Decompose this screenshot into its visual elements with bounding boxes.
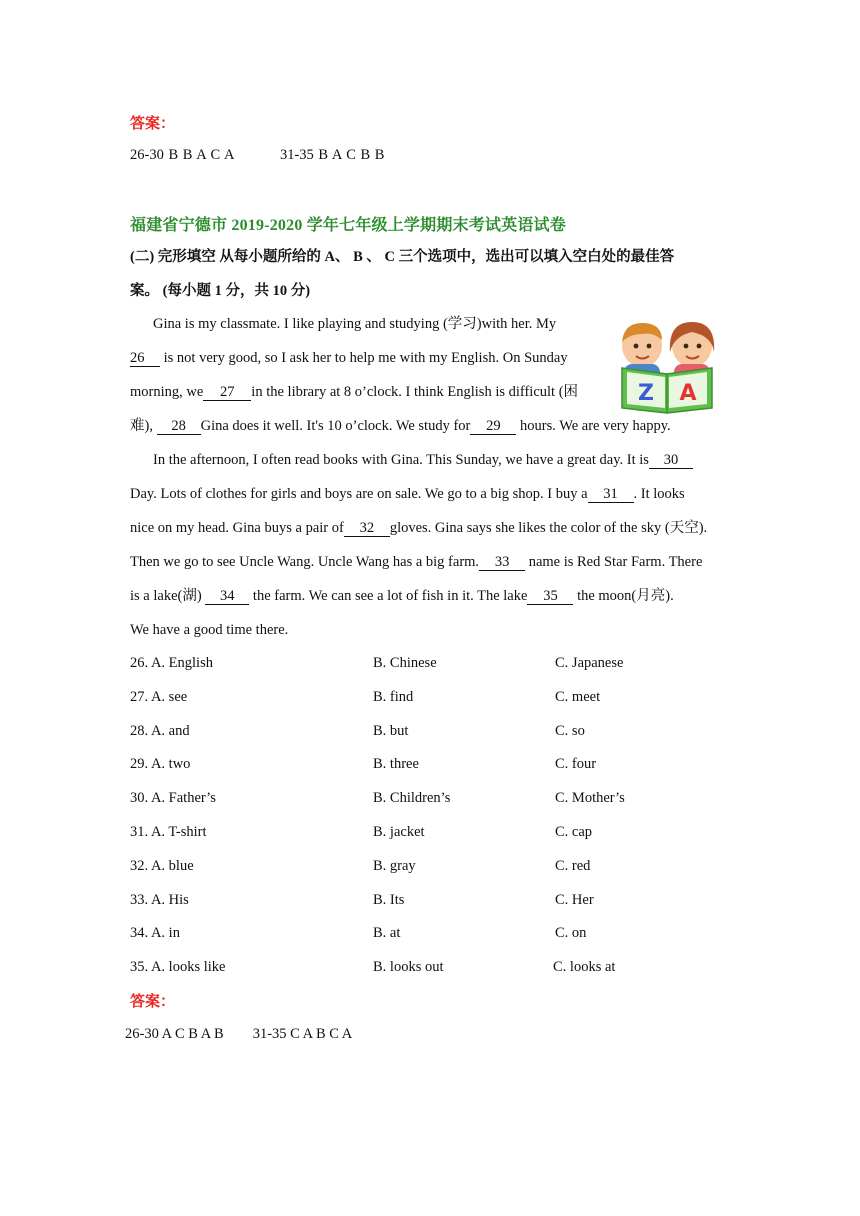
passage-text: In the afternoon, I often read books with Gina. This Sunday, we have a great day. It is (153, 452, 649, 468)
option-a: 28. A. and (130, 723, 190, 739)
blank-32: 32 (344, 520, 390, 537)
blank-28: 28 (157, 418, 201, 435)
answer-line-2: 26-30 A C B A B 31-35 C A B C A (125, 1026, 353, 1042)
passage-text: 难), (130, 418, 157, 434)
option-b: B. looks out (373, 959, 444, 975)
book-letter-z: Z (638, 381, 654, 406)
option-b: B. but (373, 723, 409, 739)
option-a: 32. A. blue (130, 858, 194, 874)
section-instruction-line2: 案。 (每小题 1 分，共 10 分) (130, 283, 311, 299)
option-a: 26. A. English (130, 655, 213, 671)
passage-line (130, 518, 707, 538)
passage-line (130, 620, 288, 640)
passage-text: nice on my head. Gina buys a pair of (130, 520, 344, 536)
option-a: 30. A. Father’s (130, 790, 216, 806)
option-b: B. Chinese (373, 655, 437, 671)
passage-text: Then we go to see Uncle Wang. Uncle Wang has a big farm. (130, 554, 480, 570)
passage-line (153, 314, 556, 334)
answer-line-1: 26-30 B B A C A 31-35 B A C B B (130, 147, 385, 163)
answer-label-1: 答案： (130, 116, 176, 132)
option-b: B. find (373, 689, 414, 705)
option-a: 27. A. see (130, 689, 188, 705)
blank-34: 34 (205, 588, 249, 605)
option-a: 29. A. two (130, 756, 191, 772)
option-c: C. Her (555, 892, 594, 908)
exam-title: 福建省宁德市 2019-2020 学年七年级上学期期末考试英语试卷 (130, 217, 566, 234)
option-a: 31. A. T-shirt (130, 824, 207, 840)
blank-31: 31 (588, 486, 634, 503)
passage-text: Gina is my classmate. I like playing and studying (学习)with her. My (153, 316, 557, 332)
option-c: C. Japanese (555, 655, 624, 671)
passage-text: Gina does it well. It's 10 o’clock. We study for (200, 418, 471, 434)
option-b: B. gray (373, 858, 416, 874)
passage-text: is a lake(湖) (130, 588, 206, 604)
passage-text: the farm. We can see a lot of fish in it. The lake (249, 588, 528, 604)
blank-30: 30 (649, 452, 693, 469)
passage-line (130, 382, 578, 402)
option-c: C. Mother’s (555, 790, 625, 806)
passage-text: is not very good, so I ask her to help me with my English. On Sunday (160, 350, 568, 366)
passage-text: Day. Lots of clothes for girls and boys are on sale. We go to a big shop. I buy a (130, 486, 588, 502)
passage-line (130, 348, 568, 368)
option-c: C. meet (555, 689, 601, 705)
passage-text: name is Red Star Farm. There (525, 554, 703, 570)
blank-27: 27 (203, 384, 251, 401)
option-a: 33. A. His (130, 892, 189, 908)
passage-line (130, 416, 671, 436)
option-c: C. cap (555, 824, 593, 840)
option-a: 35. A. looks like (130, 959, 226, 975)
passage-line (130, 552, 702, 572)
kids-reading-book-icon (612, 316, 722, 414)
passage-line (130, 484, 685, 504)
blank-33: 33 (479, 554, 525, 571)
passage-text: We have a good time there. (130, 622, 289, 638)
passage-text: . It looks (633, 486, 685, 502)
option-b: B. jacket (373, 824, 425, 840)
blank-35: 35 (527, 588, 573, 605)
book-letter-a: A (679, 381, 697, 406)
passage-text: morning, we (130, 384, 204, 400)
option-b: B. Children’s (373, 790, 451, 806)
option-c: C. on (555, 925, 587, 941)
option-a: 34. A. in (130, 925, 180, 941)
section-instruction-line1: (二) 完形填空 从每小题所给的 A、 B 、 C 三个选项中，选出可以填入空白处的最佳答 (130, 249, 675, 265)
option-c: C. red (555, 858, 591, 874)
option-b: B. Its (373, 892, 405, 908)
option-c: C. looks at (553, 959, 616, 975)
option-b: B. at (373, 925, 401, 941)
option-c: C. so (555, 723, 585, 739)
blank-26: 26 (130, 350, 160, 367)
blank-29: 29 (470, 418, 516, 435)
option-b: B. three (373, 756, 419, 772)
answer-label-2: 答案： (130, 994, 176, 1010)
passage-text: the moon(月亮). (573, 588, 674, 604)
passage-line (153, 450, 693, 470)
passage-line (130, 586, 674, 606)
option-c: C. four (555, 756, 597, 772)
passage-text: in the library at 8 o’clock. I think English is difficult (困 (251, 384, 579, 400)
passage-text: hours. We are very happy. (516, 418, 671, 434)
passage-text: gloves. Gina says she likes the color of the sky (天空). (389, 520, 708, 536)
